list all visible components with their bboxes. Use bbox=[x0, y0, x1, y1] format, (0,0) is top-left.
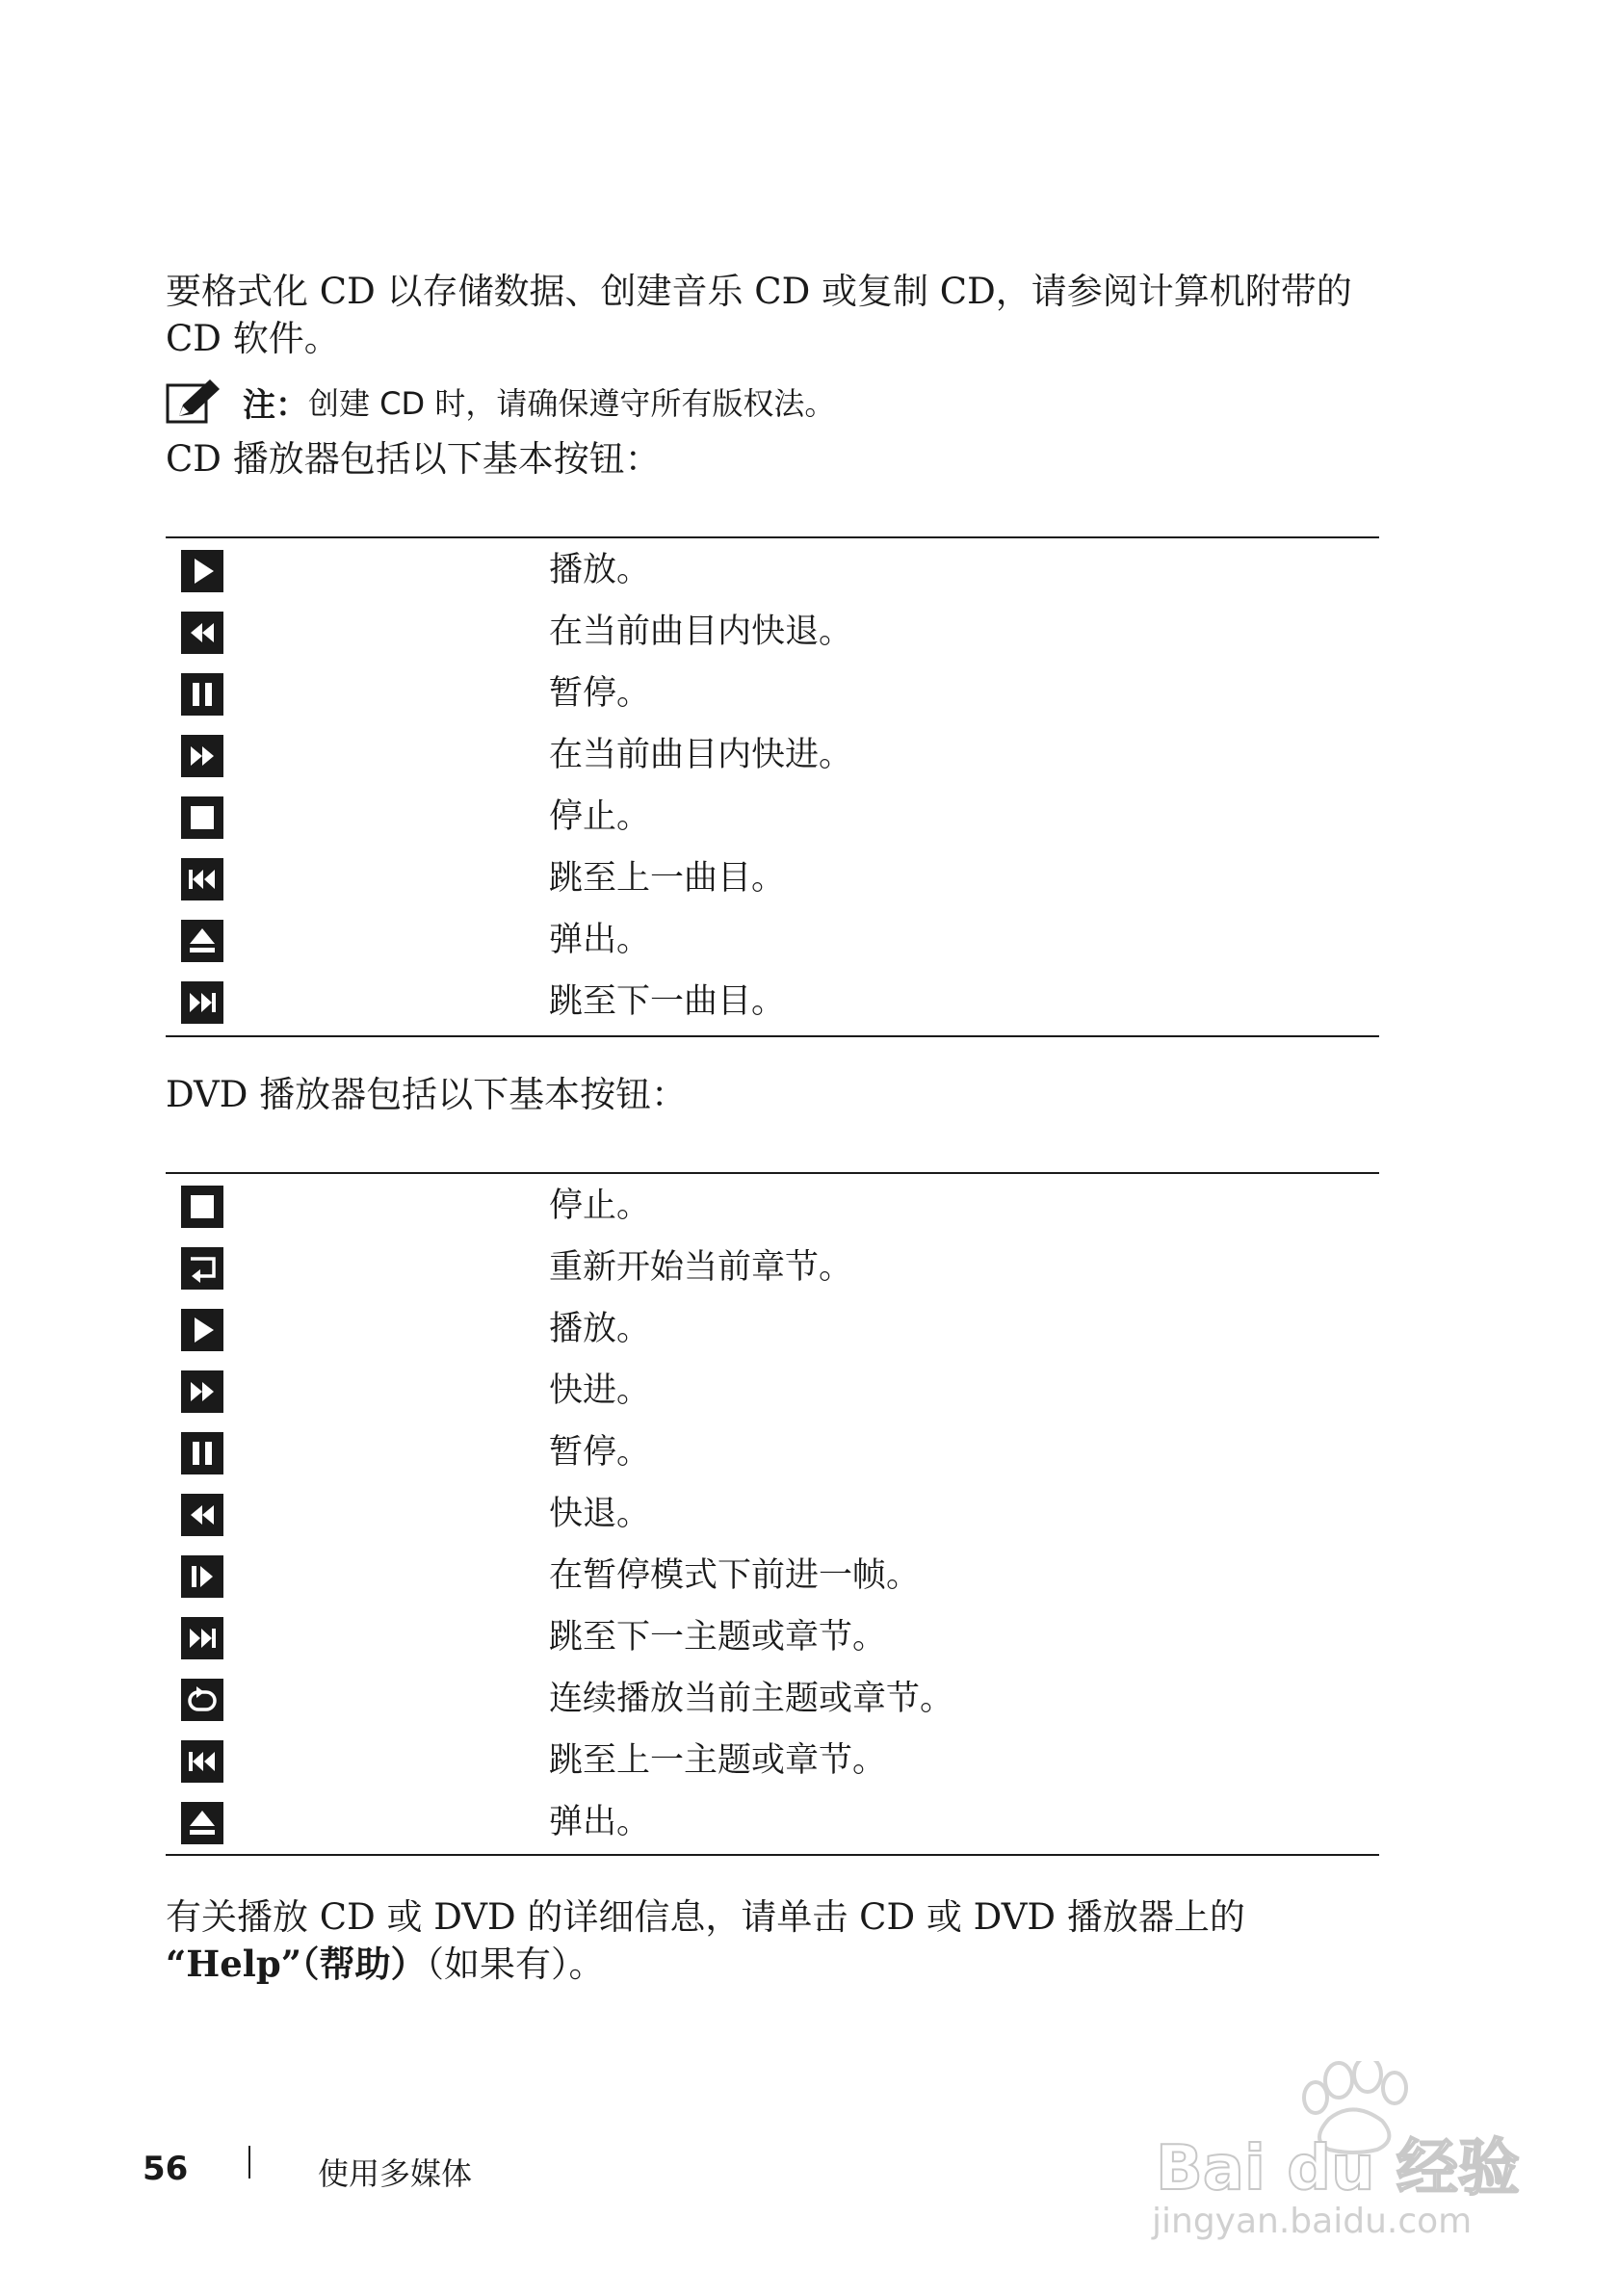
play-icon bbox=[181, 550, 223, 592]
table-row bbox=[166, 787, 1379, 848]
button-description: 播放。 bbox=[549, 551, 651, 589]
previous-track-icon bbox=[181, 858, 223, 900]
rewind-icon bbox=[181, 1494, 223, 1536]
button-description: 弹出。 bbox=[549, 1803, 651, 1841]
button-description: 跳至下一主题或章节。 bbox=[549, 1618, 887, 1657]
page-number: 56 bbox=[143, 2150, 189, 2188]
stop-icon bbox=[181, 796, 223, 839]
button-description: 在暂停模式下前进一帧。 bbox=[549, 1556, 921, 1595]
button-description: 快进。 bbox=[549, 1371, 651, 1410]
button-description: 跳至下一曲目。 bbox=[549, 982, 786, 1021]
button-description: 快退。 bbox=[549, 1495, 651, 1533]
dvd-intro: DVD 播放器包括以下基本按钮： bbox=[166, 1074, 688, 1115]
section-title: 使用多媒体 bbox=[318, 2155, 473, 2192]
table-row bbox=[166, 1238, 1379, 1299]
cd-buttons-table bbox=[166, 536, 1379, 1037]
fast-forward-icon bbox=[181, 735, 223, 777]
table-row bbox=[166, 1546, 1379, 1607]
pencil-note-icon bbox=[166, 378, 222, 426]
final-text: 有关播放 CD 或 DVD 的详细信息，请单击 CD 或 DVD 播放器上的 bbox=[166, 1896, 1245, 1938]
pause-icon bbox=[181, 1432, 223, 1474]
button-description: 暂停。 bbox=[549, 1433, 651, 1472]
table-row bbox=[166, 1484, 1379, 1546]
button-description: 停止。 bbox=[549, 1187, 651, 1225]
eject-icon bbox=[181, 920, 223, 962]
watermark-brand: Bai du 经验 bbox=[1156, 2133, 1520, 2205]
previous-chapter-icon bbox=[181, 1740, 223, 1783]
watermark-url: jingyan.baidu.com bbox=[1152, 2202, 1473, 2241]
fast-forward-icon bbox=[181, 1370, 223, 1413]
table-row bbox=[166, 848, 1379, 910]
eject-icon bbox=[181, 1802, 223, 1844]
next-track-icon bbox=[181, 981, 223, 1024]
step-frame-icon bbox=[181, 1555, 223, 1598]
table-row bbox=[166, 1731, 1379, 1792]
table-row bbox=[166, 664, 1379, 725]
table-row bbox=[166, 910, 1379, 972]
repeat-icon bbox=[181, 1679, 223, 1721]
final-paragraph bbox=[166, 1893, 1418, 1988]
button-description: 弹出。 bbox=[549, 921, 651, 959]
next-chapter-icon bbox=[181, 1617, 223, 1659]
button-description: 暂停。 bbox=[549, 674, 651, 713]
button-description: 跳至上一曲目。 bbox=[549, 859, 786, 898]
table-row bbox=[166, 1607, 1379, 1669]
note-label: 注： bbox=[243, 385, 308, 425]
button-description: 播放。 bbox=[549, 1310, 651, 1348]
table-row bbox=[166, 1669, 1379, 1731]
button-description: 停止。 bbox=[549, 797, 651, 836]
rewind-icon bbox=[181, 612, 223, 654]
dvd-buttons-table bbox=[166, 1172, 1379, 1856]
help-label: “Help”（帮助） bbox=[166, 1943, 427, 1985]
note-text: 创建 CD 时，请确保遵守所有版权法。 bbox=[308, 385, 836, 422]
footer-divider bbox=[248, 2146, 250, 2179]
button-description: 连续播放当前主题或章节。 bbox=[549, 1680, 954, 1718]
play-icon bbox=[181, 1309, 223, 1351]
table-row bbox=[166, 725, 1379, 787]
table-row bbox=[166, 1299, 1379, 1361]
intro-paragraph: 要格式化 CD 以存储数据、创建音乐 CD 或复制 CD，请参阅计算机附带的 CD 软件。 bbox=[166, 271, 1352, 359]
restart-chapter-icon bbox=[181, 1247, 223, 1290]
button-description: 跳至上一主题或章节。 bbox=[549, 1741, 887, 1780]
cd-intro: CD 播放器包括以下基本按钮： bbox=[166, 438, 661, 480]
table-row bbox=[166, 1361, 1379, 1422]
table-row bbox=[166, 1176, 1379, 1238]
button-description: 在当前曲目内快退。 bbox=[549, 613, 853, 651]
final-text-after: （如果有）。 bbox=[426, 1944, 605, 1985]
table-row bbox=[166, 1422, 1379, 1484]
table-row bbox=[166, 602, 1379, 664]
stop-icon bbox=[181, 1186, 223, 1228]
note-block bbox=[166, 378, 835, 426]
table-row bbox=[166, 1792, 1379, 1854]
pause-icon bbox=[181, 673, 223, 716]
button-description: 重新开始当前章节。 bbox=[549, 1248, 853, 1287]
table-row bbox=[166, 540, 1379, 602]
table-row bbox=[166, 972, 1379, 1033]
button-description: 在当前曲目内快进。 bbox=[549, 736, 853, 774]
